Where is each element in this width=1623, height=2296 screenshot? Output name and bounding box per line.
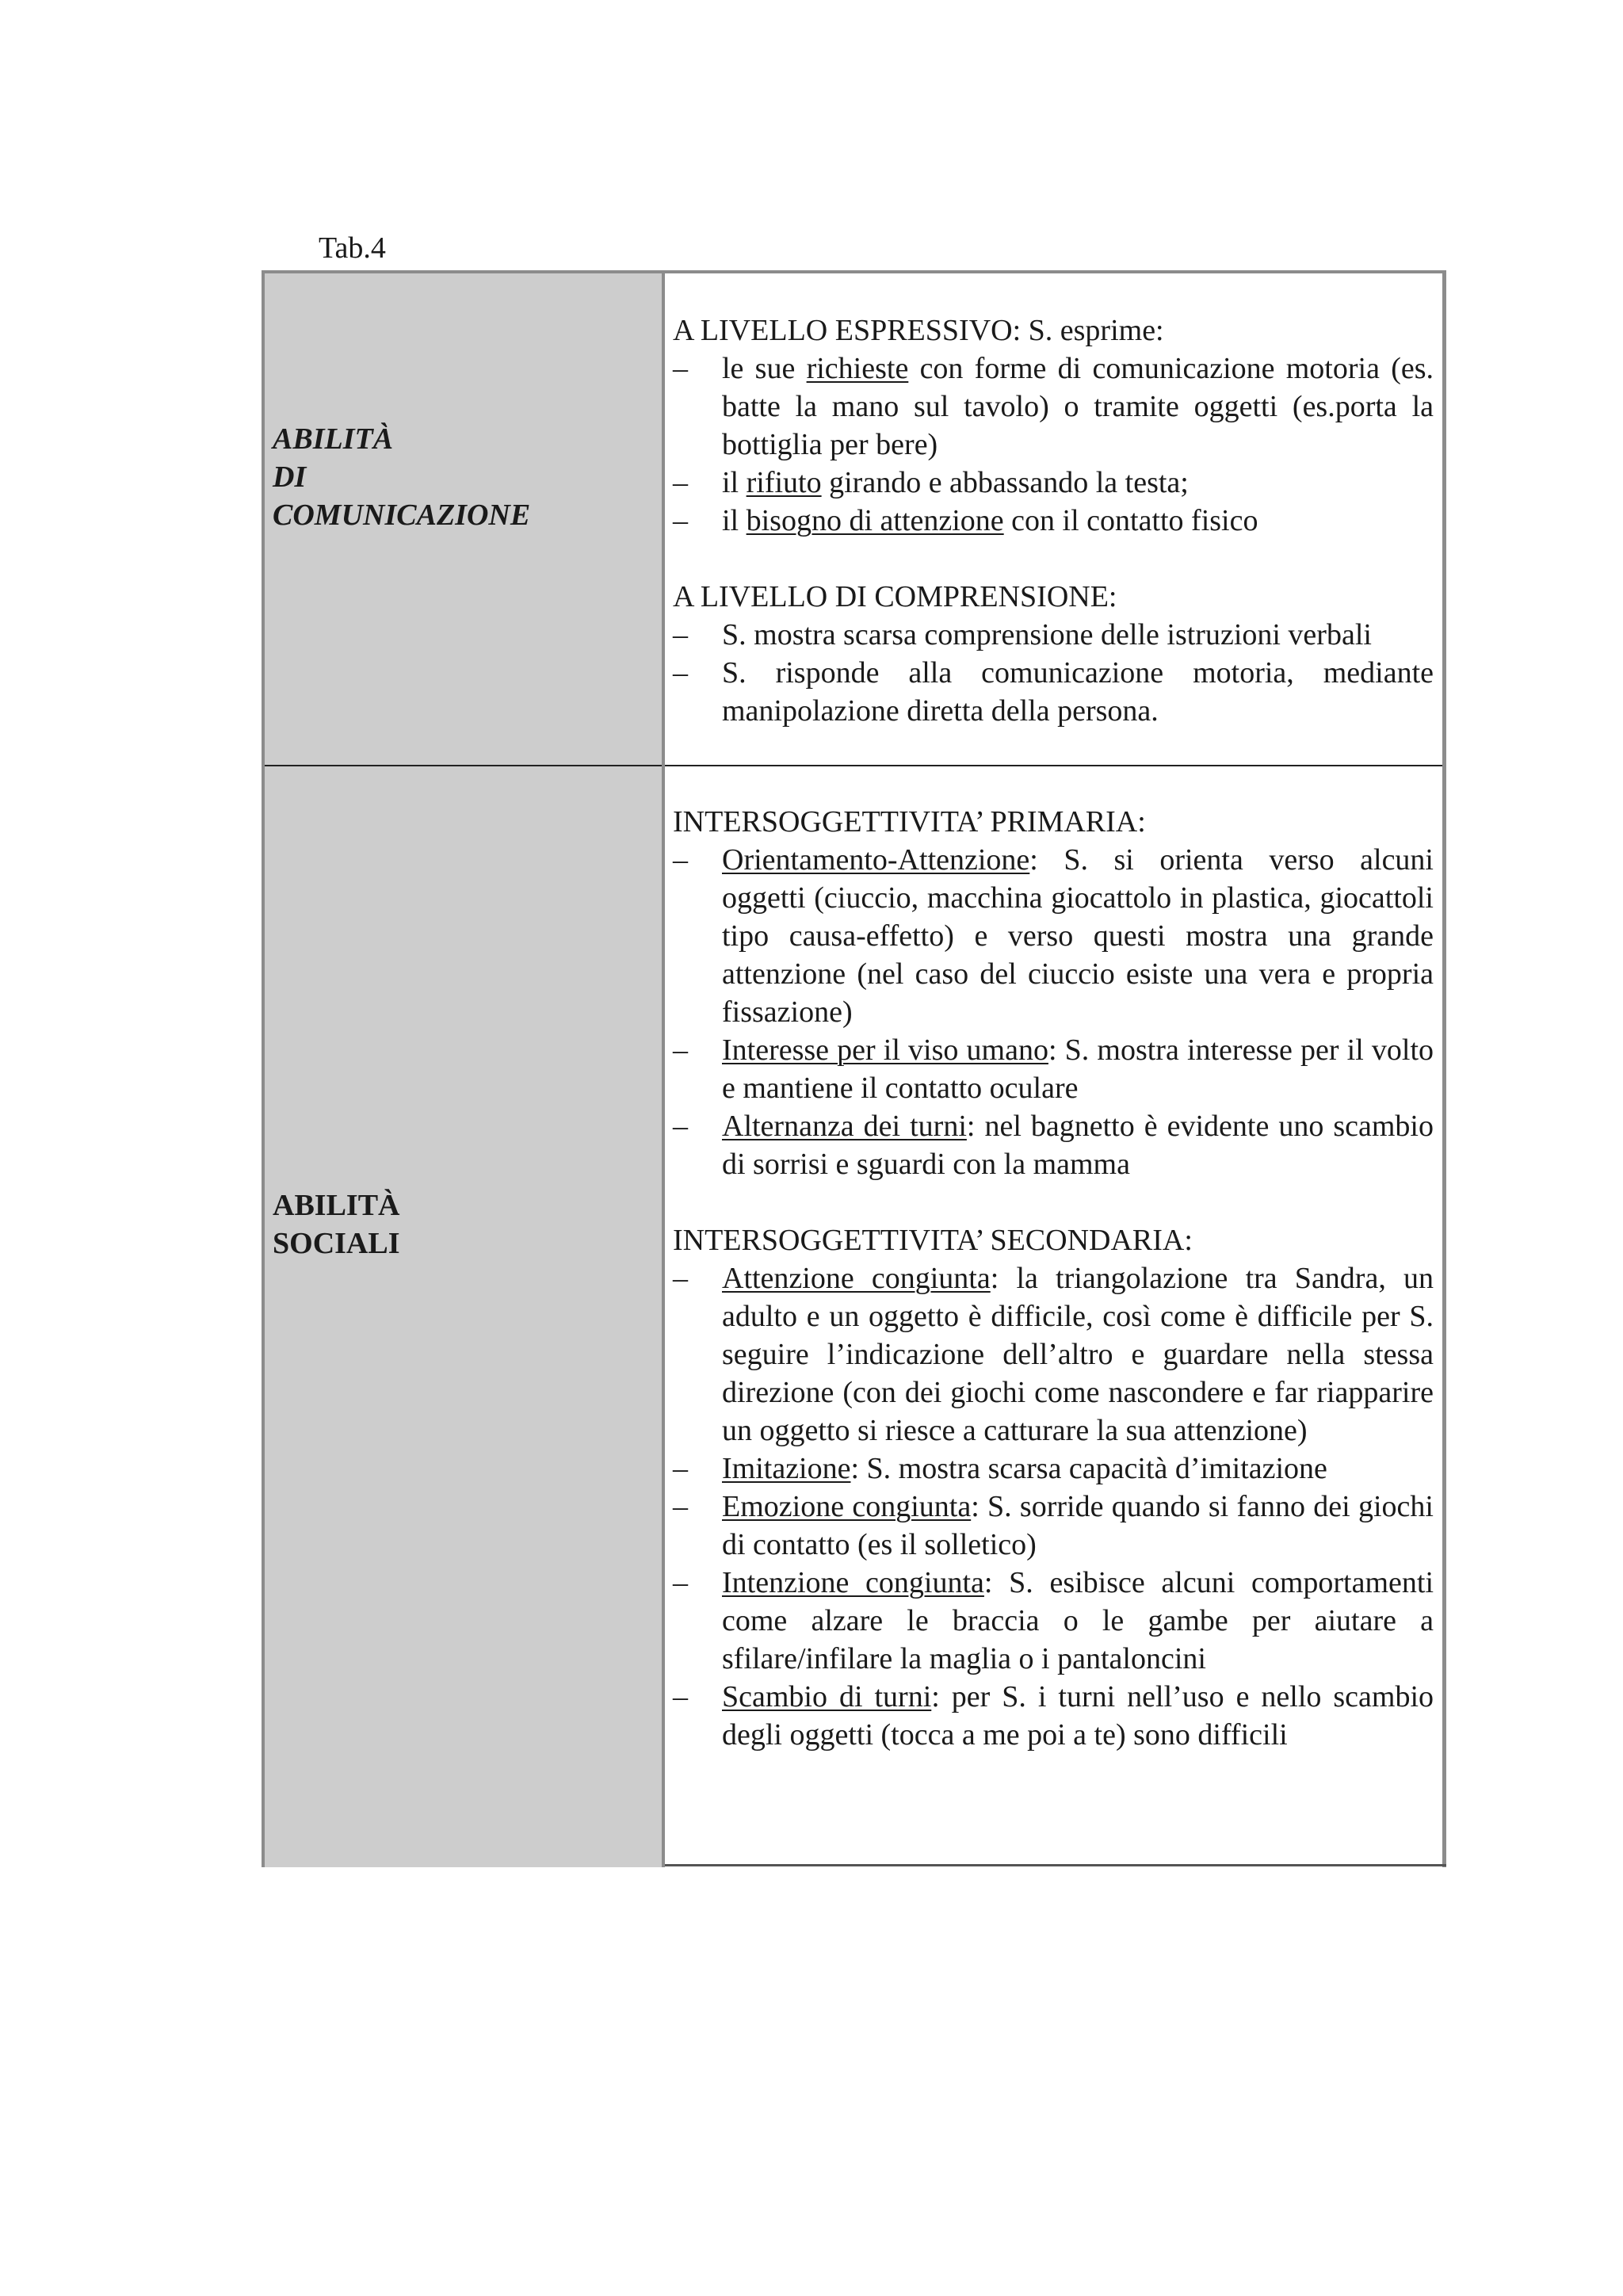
- underlined-term: Emozione congiunta: [722, 1490, 972, 1523]
- row-title-social: [273, 1186, 400, 1263]
- dash-bullet: –: [673, 1680, 688, 1713]
- list-item: – Orientamento-Attenzione: S. si orienta verso alcuni oggetti (ciuccio, macchina giocattolo in plastica, giocattoli tipo causa-effetto) e verso questi mostra una grande attenzione (nel caso del ciuccio esiste una vera e propria fissazione): [673, 841, 1434, 1031]
- row-title-line: ABILITÀ: [273, 422, 394, 456]
- underlined-term: rifiuto: [746, 466, 822, 499]
- row-content-social: [673, 803, 1434, 1754]
- dash-bullet: –: [673, 1033, 688, 1067]
- row-separator-right: [665, 765, 1442, 766]
- item-list: [673, 1259, 1434, 1754]
- dash-bullet: –: [673, 1452, 688, 1485]
- underlined-term: richieste: [806, 352, 909, 385]
- dash-bullet: –: [673, 504, 688, 537]
- column-divider: [662, 273, 665, 1867]
- dash-bullet: –: [673, 352, 688, 385]
- section-heading: INTERSOGGETTIVITA’ SECONDARIA:: [673, 1224, 1193, 1257]
- table-left-border: [262, 270, 265, 1867]
- dash-bullet: –: [673, 466, 688, 499]
- item-list: [673, 616, 1434, 730]
- list-item: – il bisogno di attenzione con il contatto fisico: [673, 502, 1434, 540]
- section-heading: A LIVELLO DI COMPRENSIONE:: [673, 580, 1117, 613]
- row-title-communication: [273, 420, 530, 534]
- underlined-term: Attenzione congiunta: [722, 1262, 991, 1295]
- row-title-line: ABILITÀ: [273, 1189, 400, 1222]
- item-list: [673, 350, 1434, 540]
- dash-bullet: –: [673, 1262, 688, 1295]
- dash-bullet: –: [673, 843, 688, 877]
- list-item: – Interesse per il viso umano: S. mostra interesse per il volto e mantiene il contatto oculare: [673, 1031, 1434, 1107]
- table-caption: Tab.4: [319, 231, 386, 265]
- underlined-term: Scambio di turni: [722, 1680, 932, 1713]
- list-item: – le sue richieste con forme di comunicazione motoria (es. batte la mano sul tavolo) o tramite oggetti (es.porta la bottiglia per bere): [673, 350, 1434, 464]
- dash-bullet: –: [673, 1566, 688, 1599]
- row-title-line: COMUNICAZIONE: [273, 499, 531, 532]
- list-item: – Intenzione congiunta: S. esibisce alcuni comportamenti come alzare le braccia o le gambe per aiutare a sfilare/infilare la maglia o i pantaloncini: [673, 1564, 1434, 1678]
- underlined-term: Intenzione congiunta: [722, 1566, 984, 1599]
- underlined-term: Imitazione: [722, 1452, 851, 1485]
- list-item: – S. risponde alla comunicazione motoria, mediante manipolazione diretta della persona.: [673, 654, 1434, 730]
- row-content-communication: [673, 311, 1434, 730]
- list-item: – Alternanza dei turni: nel bagnetto è evidente uno scambio di sorrisi e sguardi con la mamma: [673, 1107, 1434, 1183]
- dash-bullet: –: [673, 656, 688, 690]
- item-list: [673, 841, 1434, 1183]
- row-title-line: DI: [273, 460, 307, 494]
- dash-bullet: –: [673, 618, 688, 651]
- row-title-line: SOCIALI: [273, 1227, 400, 1260]
- table-top-border: [262, 270, 1446, 273]
- section-heading: A LIVELLO ESPRESSIVO: S. esprime:: [673, 314, 1164, 347]
- list-item: – Attenzione congiunta: la triangolazione tra Sandra, un adulto e un oggetto è difficile, così come è difficile per S. seguire l’indicazione dell’altro e guardare nella stessa direzione (con dei giochi come nascondere e far riapparire un oggetto si riesce a catturare la sua attenzione): [673, 1259, 1434, 1450]
- list-item: – Scambio di turni: per S. i turni nell’uso e nello scambio degli oggetti (tocca a me poi a te) sono difficili: [673, 1678, 1434, 1754]
- list-item: – S. mostra scarsa comprensione delle istruzioni verbali: [673, 616, 1434, 654]
- dash-bullet: –: [673, 1490, 688, 1523]
- row-separator-left: [265, 765, 662, 766]
- underlined-term: Orientamento-Attenzione: [722, 843, 1030, 877]
- underlined-term: bisogno di attenzione: [746, 504, 1004, 537]
- section-heading: INTERSOGGETTIVITA’ PRIMARIA:: [673, 805, 1146, 839]
- list-item: – Imitazione: S. mostra scarsa capacità d’imitazione: [673, 1450, 1434, 1488]
- assessment-table: [262, 270, 1446, 1867]
- list-item: – Emozione congiunta: S. sorride quando si fanno dei giochi di contatto (es il solletico): [673, 1488, 1434, 1564]
- dash-bullet: –: [673, 1110, 688, 1143]
- table-bottom-border: [665, 1864, 1446, 1866]
- underlined-term: Alternanza dei turni: [722, 1110, 967, 1143]
- list-item: – il rifiuto girando e abbassando la testa;: [673, 464, 1434, 502]
- table-right-border: [1442, 270, 1446, 1867]
- underlined-term: Interesse per il viso umano: [722, 1033, 1048, 1067]
